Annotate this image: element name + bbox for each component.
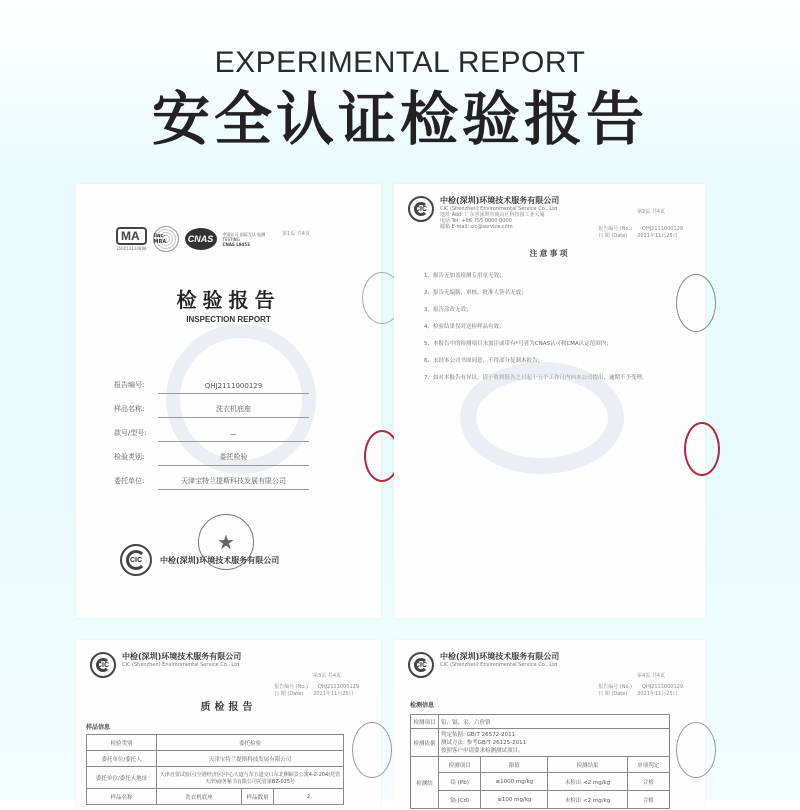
ma-mark-icon: MA [116,227,147,245]
cic-logo-icon: CIC [120,544,152,576]
table-row: 检测项目 铅、镉、汞、六价铬 [411,715,670,729]
test-results-page [394,640,705,810]
notice-item: 2、报告无编制、审核、批准人签名无效； [424,290,527,296]
field-client: 委托单位: 天津宝特兰提斯科技发展有限公司 [114,466,309,490]
section-label: 样品信息 [86,724,111,731]
table-row: 检测结 检测项目 限值 检测结果 单项判定 [411,757,670,773]
notice-item: 3、报告涂改无效； [424,307,472,313]
report-cover-page [76,184,381,618]
section-label: 检测信息 [410,702,435,709]
title-chinese: 安全认证检验报告 [151,85,648,153]
ma-logo: MA 160012120888 [116,229,147,251]
cic-watermark-icon [460,362,624,474]
report-notes-page [394,184,705,618]
notice-item: 4、检验结果仅对送检样品有效； [424,324,505,330]
notice-item: 7、如对本报告有异议，请于收到报告之日起十五个工作日内向本公司提出，逾期不予受理。 [424,375,648,381]
page-reference: 第4页 共4页 [637,673,665,679]
notice-item: 1、报告无加盖检测专用章无效； [424,273,505,279]
page-header [0,44,800,154]
report-subtitle: INSPECTION REPORT [186,315,271,324]
quality-report-title: 质检报告 [200,702,257,713]
report-meta: 报告编号 (No.) QHJ2111000129 日 期 (Date) 2021年11月25日 [598,226,683,239]
table-row: 镉 (Cd) ≤100 mg/kg 未检出 <2 mg/kg 合格 [411,791,670,809]
company-letterhead: CIC 中检(深圳)环境技术服务有限公司 CIC (Shenzhen) Environmental Service Co., Ltd [90,652,241,678]
certification-logos [116,226,265,252]
notice-item: 5、本报告中的检测项目未加注或带有*号者为CNAS认可和CMA认定范围内； [424,341,612,347]
cic-logo-icon: CIC [90,652,116,678]
ilac-mra-icon: ilac-MRA [153,226,179,252]
cnas-caption: 中国认可 国际互认 检测 TESTING CNAS L9453 [222,231,266,247]
company-name: 中检(深圳)环境技术服务有限公司 [160,555,280,565]
partial-seal-red-icon [684,422,720,476]
table-row: 样品名称 洗衣机底座 样品数量 2 [87,789,344,805]
sample-info-table [86,734,344,805]
table-row: 委托单位/委托人地址 天津自贸试验区(空港经济区)中心大道与东五道交口东北侧颐景公寓4-2-204(托管天津)商务秘书有限公司托管第BZ-035号 [87,767,344,789]
partial-seal-icon [352,722,392,778]
quality-report-page [76,640,381,810]
table-row: 委托单位/委托人 天津宝特兰提斯科技发展有限公司 [87,751,344,767]
company-letterhead: CIC 中检(深圳)环境技术服务有限公司 CIC (Shenzhen) Environmental Service Co., Ltd 地址 Add: 广东省深圳市南山区科技园工业大厦 电话 Tel: +86 755 0000 0000 邮箱 E-mail: cic@service.com [408,196,559,230]
report-title: 检验报告 [176,288,281,312]
partial-seal-icon [676,722,716,778]
table-row: 检验类别 委托检验 [87,735,344,751]
notice-title: 注意事项 [529,249,570,258]
title-english: EXPERIMENTAL REPORT [214,46,586,79]
company-letterhead: CIC 中检(深圳)环境技术服务有限公司 CIC (Shenzhen) Environmental Service Co., Ltd [408,652,559,678]
cnas-logo-icon: CNAS [185,228,217,250]
table-row: 检测依据 判定依据: GB/T 26572-2011 测试方法: 参考GB/T 26125-2011 按照客户申请要求检测测试项目。 [411,729,670,757]
cic-logo-icon: CIC [408,652,434,678]
page-reference: 第3页 共4页 [313,673,341,679]
page-reference: 第1页 共4页 [282,231,310,237]
field-sample-name: 样品名称: 洗衣机底座 [114,394,309,418]
table-row: 铅 (Pb) ≤1000 mg/kg 未检出 <2 mg/kg 合格 [411,773,670,791]
field-inspection-type: 检验类别: 委托检验 [114,442,309,466]
field-report-number: 报告编号: QHJ2111000129 [114,370,309,394]
page-reference: 第2页 共4页 [637,209,665,215]
report-meta: 报告编号 (No.) QHJ2111000129 日 期 (Date) 2021年11月25日 [598,684,683,697]
report-meta: 报告编号 (No.) QHJ2111000129 日 期 (Date) 2021年11月25日 [274,684,359,697]
company-footer [120,544,279,576]
notice-item: 6、未经本公司书面同意，不得部分复制本报告； [424,358,544,364]
cic-logo-icon: CIC [408,196,434,222]
official-seal-star-icon: ★ [198,514,254,570]
test-results-table [410,714,670,809]
field-model: 款号/型号: — [114,418,309,442]
report-fields [114,370,309,490]
partial-seal-gray-icon [676,274,716,332]
